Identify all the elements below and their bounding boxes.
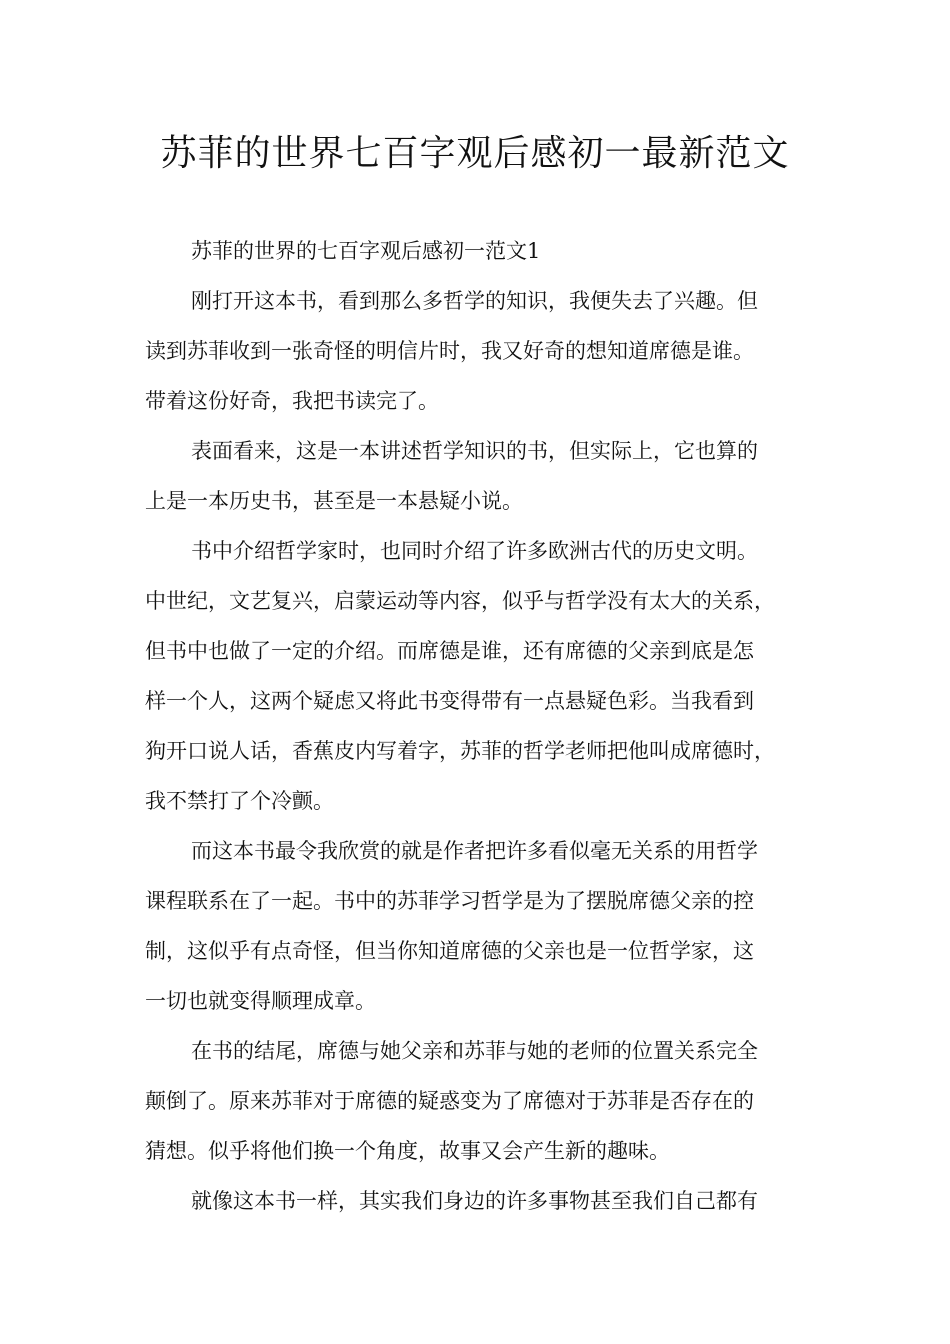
text-line: 书中介绍哲学家时，也同时介绍了许多欧洲古代的历史文明。 <box>191 539 758 563</box>
text-line: 而这本书最令我欣赏的就是作者把许多看似毫无关系的用哲学 <box>191 839 758 863</box>
text-line: 中世纪，文艺复兴，启蒙运动等内容，似乎与哲学没有太大的关系， <box>145 589 775 613</box>
text-line: 在书的结尾，席德与她父亲和苏菲与她的老师的位置关系完全 <box>191 1039 758 1063</box>
text-line: 上是一本历史书，甚至是一本悬疑小说。 <box>145 489 523 513</box>
text-line: 我不禁打了个冷颤。 <box>145 789 334 813</box>
text-line: 一切也就变得顺理成章。 <box>145 989 376 1013</box>
text-line: 但书中也做了一定的介绍。而席德是谁，还有席德的父亲到底是怎 <box>145 639 754 663</box>
text-line: 就像这本书一样，其实我们身边的许多事物甚至我们自己都有 <box>191 1189 758 1213</box>
text-line: 刚打开这本书，看到那么多哲学的知识，我便失去了兴趣。但 <box>191 289 758 313</box>
text-line: 狗开口说人话，香蕉皮内写着字，苏菲的哲学老师把他叫成席德时， <box>145 739 775 763</box>
text-line: 样一个人，这两个疑虑又将此书变得带有一点悬疑色彩。当我看到 <box>145 689 754 713</box>
document-title: 苏菲的世界七百字观后感初一最新范文 <box>160 133 790 174</box>
text-line: 颠倒了。原来苏菲对于席德的疑惑变为了席德对于苏菲是否存在的 <box>145 1089 754 1113</box>
text-line: 带着这份好奇，我把书读完了。 <box>145 389 439 413</box>
text-line: 表面看来，这是一本讲述哲学知识的书，但实际上，它也算的 <box>191 439 758 463</box>
text-line: 课程联系在了一起。书中的苏菲学习哲学是为了摆脱席德父亲的控 <box>145 889 754 913</box>
document-body <box>145 226 820 1226</box>
text-line: 苏菲的世界的七百字观后感初一范文1 <box>191 239 541 263</box>
text-line: 制，这似乎有点奇怪，但当你知道席德的父亲也是一位哲学家，这 <box>145 939 754 963</box>
text-line: 猜想。似乎将他们换一个角度，故事又会产生新的趣味。 <box>145 1139 670 1163</box>
text-line: 读到苏菲收到一张奇怪的明信片时，我又好奇的想知道席德是谁。 <box>145 339 754 363</box>
